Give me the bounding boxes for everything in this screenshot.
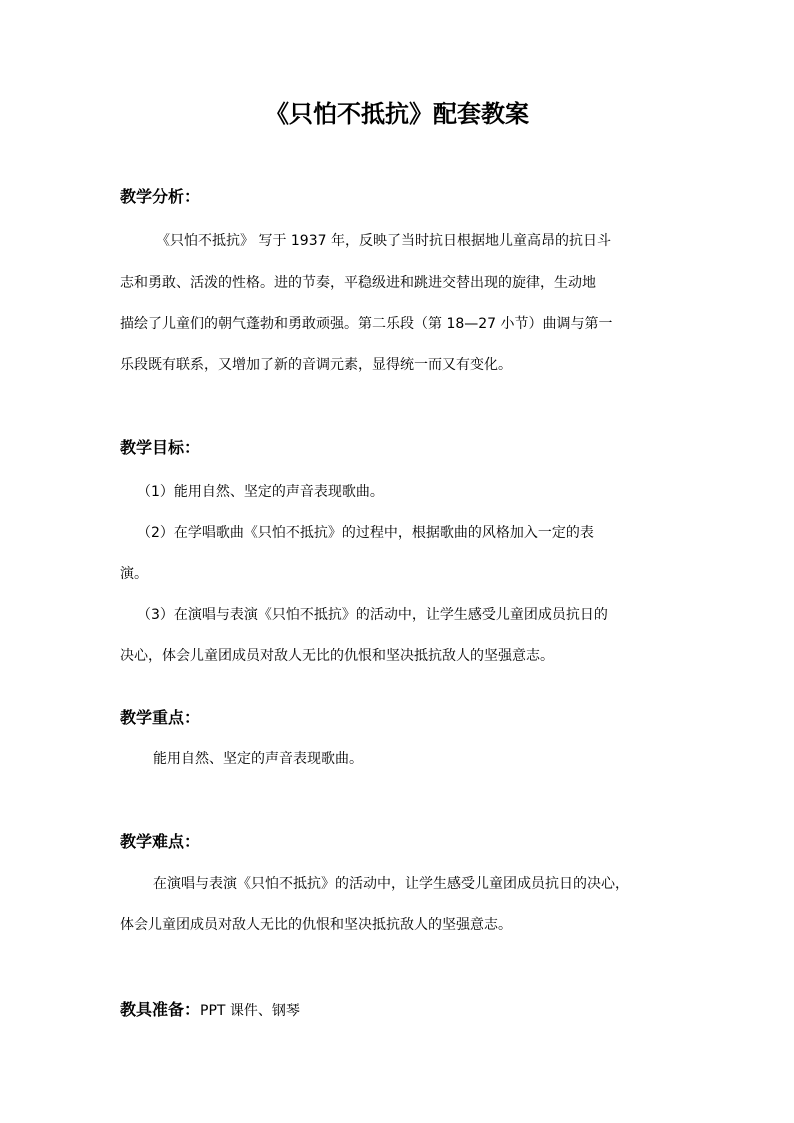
difficulties-line: 体会儿童团成员对敌人无比的仇恨和坚决抵抗敌人的坚强意志。 [120, 917, 512, 933]
goals-heading: 教学目标： [120, 438, 201, 457]
key-points-line: 能用自然、坚定的声音表现歌曲。 [153, 751, 363, 767]
goals-line: 决心，体会儿童团成员对敌人无比的仇恨和坚决抵抗敌人的坚强意志。 [120, 648, 554, 664]
analysis-line: 《只怕不抵抗》 写于 1937 年，反映了当时抗日根据地儿童高昂的抗日斗 [156, 233, 611, 249]
goals-line: （3）在演唱与表演《只怕不抵抗》的活动中，让学生感受儿童团成员抗日的 [137, 607, 608, 623]
materials-value: PPT 课件、钢琴 [200, 1003, 300, 1019]
key-points-heading: 教学重点： [120, 708, 201, 727]
materials-row [120, 999, 300, 1022]
difficulties-heading: 教学难点： [120, 832, 201, 851]
difficulties-line: 在演唱与表演《只怕不抵抗》的活动中，让学生感受儿童团成员抗日的决心， [153, 876, 629, 892]
materials-heading: 教具准备： [120, 1000, 201, 1019]
goals-line: （2）在学唱歌曲《只怕不抵抗》的过程中，根据歌曲的风格加入一定的表 [137, 525, 594, 541]
goals-line: （1）能用自然、坚定的声音表现歌曲。 [137, 484, 384, 500]
analysis-line: 志和勇敢、活泼的性格。进的节奏，平稳级进和跳进交替出现的旋律，生动地 [120, 275, 596, 291]
goals-line: 演。 [120, 566, 148, 582]
analysis-heading: 教学分析： [120, 187, 201, 206]
analysis-line: 描绘了儿童们的朝气蓬勃和勇敢顽强。第二乐段（第 18—27 小节）曲调与第一 [120, 316, 613, 332]
analysis-line: 乐段既有联系，又增加了新的音调元素，显得统一而又有变化。 [120, 357, 512, 373]
document-title: 《只怕不抵抗》配套教案 [265, 100, 529, 128]
